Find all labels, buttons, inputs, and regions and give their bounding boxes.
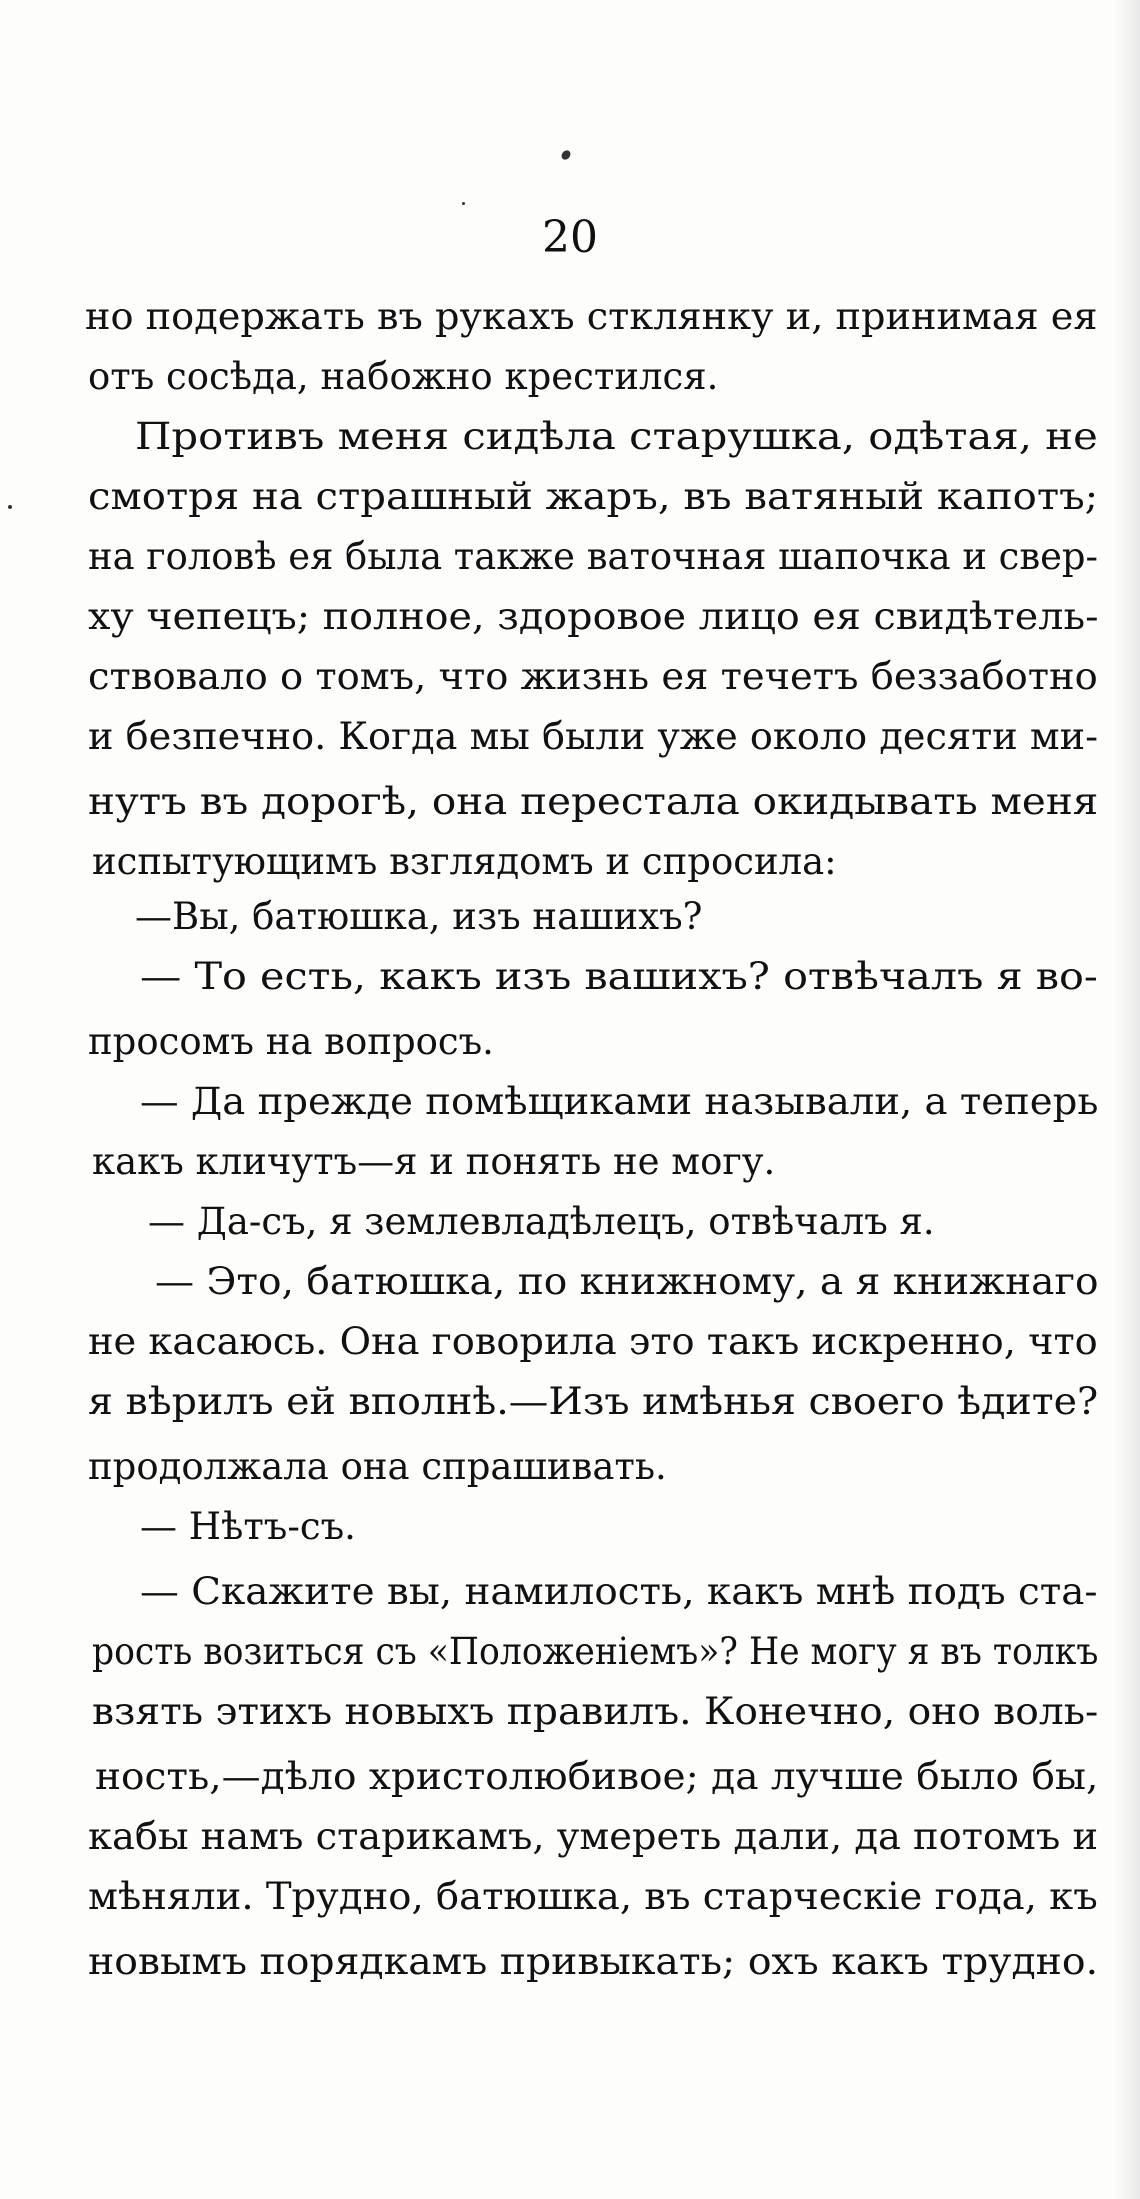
ink-speck (560, 149, 573, 162)
text-line: — То есть, какъ изъ вашихъ? отвѣчалъ я во- (140, 955, 1098, 998)
text-line: и безпечно. Когда мы были уже около десяти ми- (88, 715, 1099, 758)
text-line: но подержать въ рукахъ стклянку и, принимая ея (85, 295, 1098, 338)
text-line: не касаюсь. Она говорила это такъ искренно, что (88, 1320, 1098, 1363)
text-line: Противъ меня сидѣла старушка, одѣтая, не (135, 415, 1098, 458)
text-line: — Да-съ, я землевладѣлецъ, отвѣчалъ я. (148, 1200, 935, 1243)
text-line: рость возиться съ «Положеніемъ»? Не могу я въ толкъ (92, 1630, 1099, 1673)
text-line: просомъ на вопросъ. (88, 1020, 494, 1063)
text-line: продолжала она спрашивать. (88, 1445, 667, 1488)
text-line: ность,—дѣло христолюбивое; да лучше было бы, (95, 1755, 1099, 1798)
text-line: мѣняли. Трудно, батюшка, въ старческіе года, къ (88, 1875, 1098, 1918)
text-line: — Скажите вы, намилость, какъ мнѣ подъ ста- (140, 1570, 1098, 1613)
text-line: — Да прежде помѣщиками называли, а теперь (140, 1080, 1099, 1123)
page-edge-shadow (1114, 0, 1140, 2199)
text-line: я вѣрилъ ей вполнѣ.—Изъ имѣнья своего ѣдите? (88, 1380, 1099, 1423)
text-line: ствовало о томъ, что жизнь ея течетъ беззаботно (88, 655, 1098, 698)
text-line: смотря на страшный жаръ, въ ватяный капотъ; (88, 475, 1099, 518)
text-line: на головѣ ея была также ваточная шапочка и свер- (88, 535, 1099, 578)
text-line: отъ сосѣда, набожно крестился. (88, 355, 719, 398)
text-line: испытующимъ взглядомъ и спросила: (92, 840, 837, 883)
text-line: — Это, батюшка, по книжному, а я книжнаго (155, 1260, 1099, 1303)
text-line: взять этихъ новыхъ правилъ. Конечно, оно воль- (92, 1690, 1099, 1733)
text-line: —Вы, батюшка, изъ нашихъ? (135, 895, 703, 938)
text-line: какъ кличутъ—я и понять не могу. (92, 1140, 776, 1183)
text-line: нутъ въ дорогѣ, она перестала окидывать меня (88, 780, 1099, 823)
ink-speck (462, 202, 465, 205)
text-line: новымъ порядкамъ привыкать; охъ какъ трудно. (88, 1940, 1099, 1983)
text-line: ху чепецъ; полное, здоровое лицо ея свидѣтель- (88, 595, 1099, 638)
text-line: кабы намъ старикамъ, умереть дали, да потомъ и (88, 1815, 1099, 1858)
text-line: — Нѣтъ-съ. (140, 1505, 356, 1548)
ink-speck (8, 505, 12, 509)
page-number: 20 (542, 212, 598, 263)
